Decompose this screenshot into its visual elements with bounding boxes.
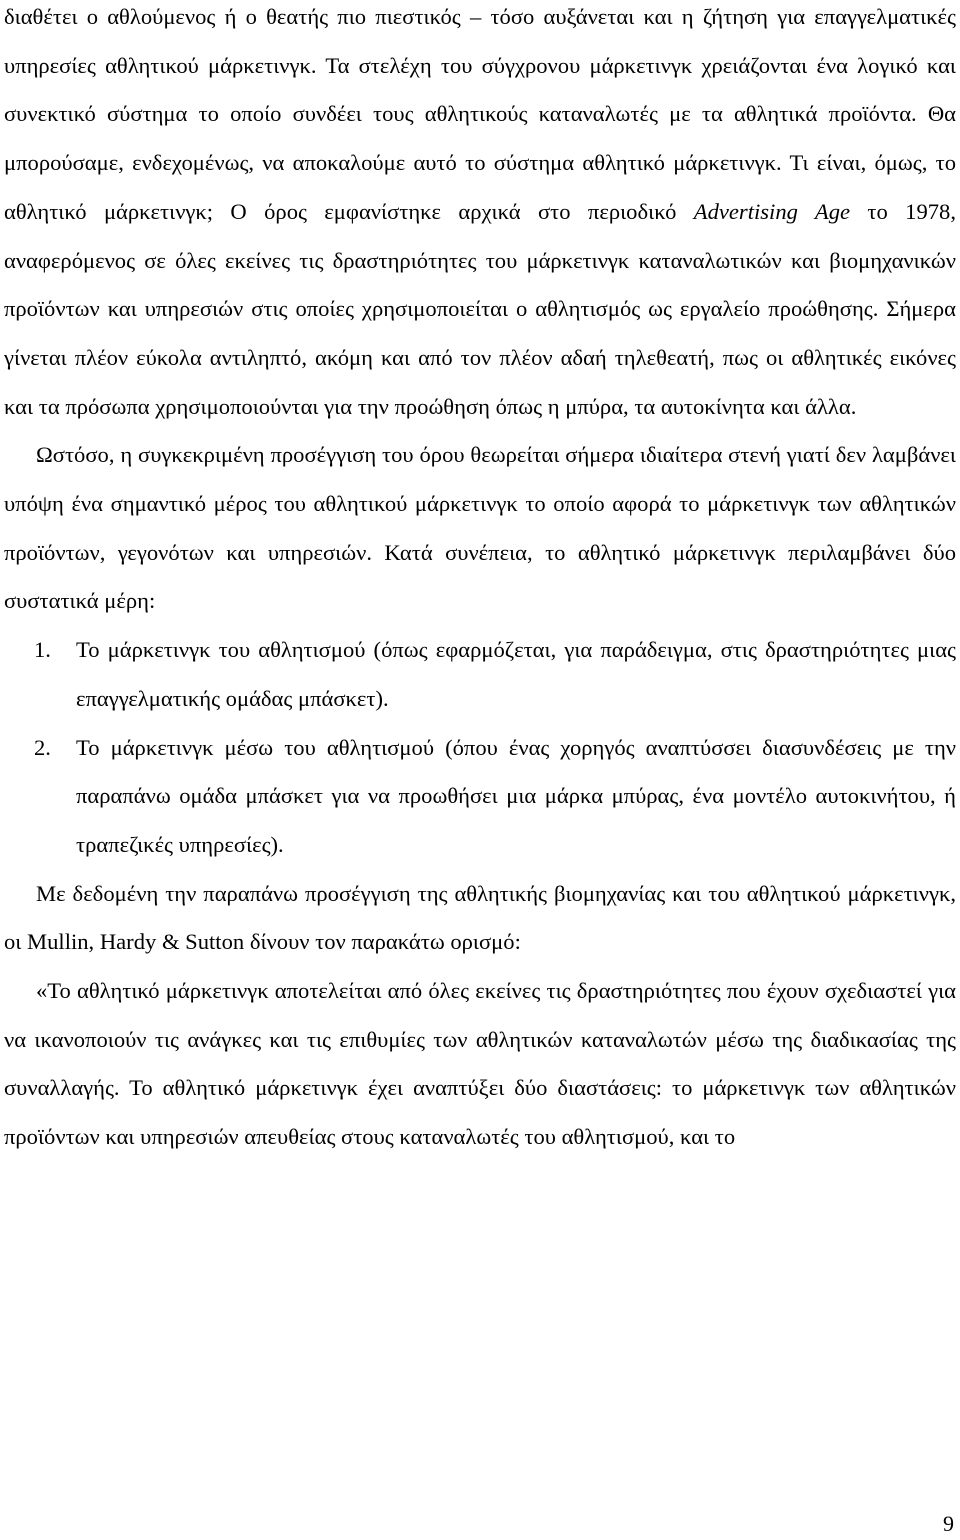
body-paragraph: Με δεδομένη την παραπάνω προσέγγιση της αθλητικής βιομηχανίας και του αθλητικού μάρκετινγκ, οι Mullin, Hardy & Sutton δίνουν τον παρακάτω ορισμό: [4, 880, 956, 955]
list-item-text: Το μάρκετινγκ του αθλητισμού (όπως εφαρμόζεται, για παράδειγμα, στις δραστηριότητες μιας επαγγελματικής ομάδας μπάσκετ). [76, 637, 956, 711]
list-number: 2. [34, 734, 51, 760]
document-page [4, 0, 956, 1162]
journal-title: Advertising Age [693, 198, 851, 224]
list-item-text: Το μάρκετινγκ μέσω του αθλητισμού (όπου ένας χορηγός αναπτύσσει διασυνδέσεις με την παραπάνω ομάδα μπάσκετ για να προωθήσει μια μάρκα μπύρας, ένα μοντέλο αυτοκινήτου, ή τραπεζικές υπηρεσίες). [76, 734, 956, 857]
list-item [4, 626, 956, 723]
list-number: 1. [34, 637, 51, 663]
body-paragraph [4, 0, 956, 431]
paragraph-text: διαθέτει ο αθλούμενος ή ο θεατής πιο πιεστικός – τόσο αυξάνεται και η ζήτηση για επαγγελματικές υπηρεσίες αθλητικού μάρκετινγκ. Τα στελέχη του σύγχρονου μάρκετινγκ χρειάζονται ένα λογικό και συνεκτικό σύστημα το οποίο συνδέει τους αθλητικούς καταναλωτές με τα αθλητικά προϊόντα. Θα μπορούσαμε, ενδεχομένως, να αποκαλούμε αυτό το σύστημα αθλητικό μάρκετινγκ. Τι είναι, όμως, το αθλητικό μάρκετινγκ; Ο όρος εμφανίστηκε αρχικά στο περιοδικό [4, 4, 956, 224]
page-number: 9 [943, 1511, 954, 1536]
paragraph-text: το 1978, αναφερόμενος σε όλες εκείνες τις δραστηριότητες του μάρκετινγκ καταναλωτικών και βιομηχανικών προϊόντων και υπηρεσιών στις οποίες χρησιμοποιείται ο αθλητισμός ως εργαλείο προώθησης. Σήμερα γίνεται πλέον εύκολα αντιληπτό, ακόμη και από τον πλέον αδαή τηλεθεατή, πως οι αθλητικές εικόνες και τα πρόσωπα χρησιμοποιούνται για την προώθηση όπως η μπύρα, τα αυτοκίνητα και άλλα. [4, 198, 956, 419]
list-item [4, 724, 956, 870]
quote-paragraph: «Το αθλητικό μάρκετινγκ αποτελείται από όλες εκείνες τις δραστηριότητες που έχουν σχεδιαστεί για να ικανοποιούν τις ανάγκες και τις επιθυμίες των αθλητικών καταναλωτών μέσω της διαδικασίας της συναλλαγής. Το αθλητικό μάρκετινγκ έχει αναπτύξει δύο διαστάσεις: το μάρκετινγκ των αθλητικών προϊόντων και υπηρεσιών απευθείας στους καταναλωτές του αθλητισμού, και το [4, 978, 956, 1150]
body-paragraph: Ωστόσο, η συγκεκριμένη προσέγγιση του όρου θεωρείται σήμερα ιδιαίτερα στενή γιατί δεν λαμβάνει υπόψη ένα σημαντικό μέρος του αθλητικού μάρκετινγκ το οποίο αφορά το μάρκετινγκ των αθλητικών προϊόντων, γεγονότων και υπηρεσιών. Κατά συνέπεια, το αθλητικό μάρκετινγκ περιλαμβάνει δύο συστατικά μέρη: [4, 442, 956, 614]
numbered-list [4, 626, 956, 870]
